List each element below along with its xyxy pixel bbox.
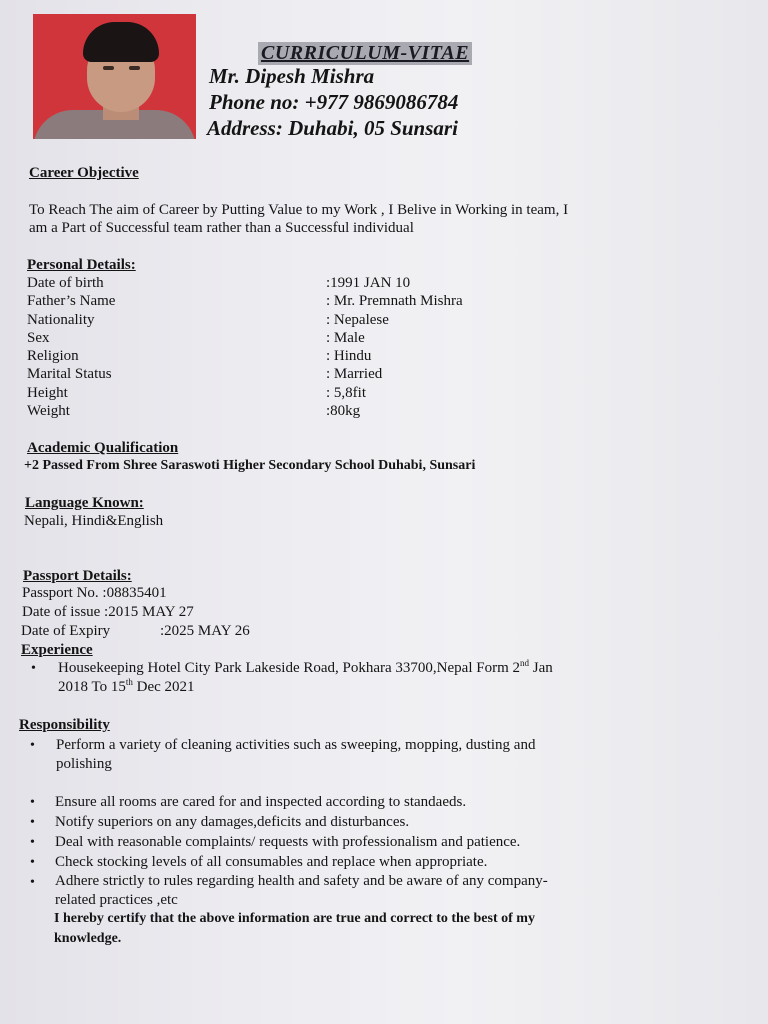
declaration-line: I hereby certify that the above information are true and correct to the best of my (54, 911, 535, 926)
passport-number: Passport No. :08835401 (22, 585, 167, 601)
detail-label: Religion (27, 348, 79, 364)
experience-line: 2018 To 15th Dec 2021 (58, 677, 195, 695)
bullet: • (30, 795, 35, 810)
declaration-line: knowledge. (54, 931, 122, 946)
detail-value: : Nepalese (326, 312, 389, 328)
document-title: CURRICULUM-VITAE (258, 42, 472, 65)
responsibility-item: Check stocking levels of all consumables and replace when appropriate. (55, 854, 488, 870)
academic-heading: Academic Qualification (27, 440, 179, 456)
detail-value: : 5,8fit (326, 385, 366, 401)
responsibility-item: Deal with reasonable complaints/ requests with professionalism and patience. (55, 834, 521, 850)
responsibility-item: related practices ,etc (55, 892, 178, 908)
academic-line: +2 Passed From Shree Saraswoti Higher Secondary School Duhabi, Sunsari (24, 458, 476, 473)
profile-photo (33, 14, 196, 139)
detail-label: Nationality (27, 312, 95, 328)
bullet: • (31, 661, 36, 676)
language-heading: Language Known: (25, 495, 144, 511)
career-objective-line: am a Part of Successful team rather than a Successful individual (29, 220, 414, 236)
detail-value: :80kg (326, 403, 361, 419)
responsibility-item: Perform a variety of cleaning activities such as sweeping, mopping, dusting and (56, 737, 536, 753)
detail-label: Marital Status (27, 366, 112, 382)
passport-expiry-label: Date of Expiry (21, 623, 111, 639)
responsibility-heading: Responsibility (19, 717, 110, 733)
experience-heading: Experience (21, 642, 93, 658)
detail-value: :1991 JAN 10 (326, 275, 411, 291)
personal-details-heading: Personal Details: (27, 257, 136, 273)
detail-value: : Male (326, 330, 365, 346)
applicant-phone: Phone no: +977 9869086784 (209, 90, 459, 114)
responsibility-item: Notify superiors on any damages,deficits and disturbances. (55, 814, 410, 830)
responsibility-item: polishing (56, 756, 112, 772)
career-objective-line: To Reach The aim of Career by Putting Value to my Work , I Belive in Working in team, I (29, 202, 569, 218)
detail-label: Sex (27, 330, 50, 346)
bullet: • (30, 875, 35, 890)
bullet: • (30, 815, 35, 830)
applicant-address: Address: Duhabi, 05 Sunsari (207, 116, 458, 140)
detail-label: Height (27, 385, 68, 401)
passport-issue-date: Date of issue :2015 MAY 27 (22, 604, 194, 620)
passport-expiry-value: :2025 MAY 26 (160, 623, 250, 639)
passport-heading: Passport Details: (23, 568, 132, 584)
detail-value: : Mr. Premnath Mishra (326, 293, 463, 309)
detail-label: Weight (27, 403, 70, 419)
detail-value: : Hindu (326, 348, 372, 364)
detail-label: Date of birth (27, 275, 104, 291)
language-line: Nepali, Hindi&English (24, 513, 164, 529)
responsibility-item: Adhere strictly to rules regarding health and safety and be aware of any company- (55, 873, 548, 889)
responsibility-item: Ensure all rooms are cared for and inspected according to standaeds. (55, 794, 467, 810)
bullet: • (30, 738, 35, 753)
bullet: • (30, 855, 35, 870)
experience-line: Housekeeping Hotel City Park Lakeside Road, Pokhara 33700,Nepal Form 2nd Jan (58, 658, 553, 676)
detail-label: Father’s Name (27, 293, 116, 309)
career-objective-heading: Career Objective (29, 165, 139, 181)
applicant-name: Mr. Dipesh Mishra (209, 64, 375, 88)
detail-value: : Married (326, 366, 383, 382)
bullet: • (30, 835, 35, 850)
